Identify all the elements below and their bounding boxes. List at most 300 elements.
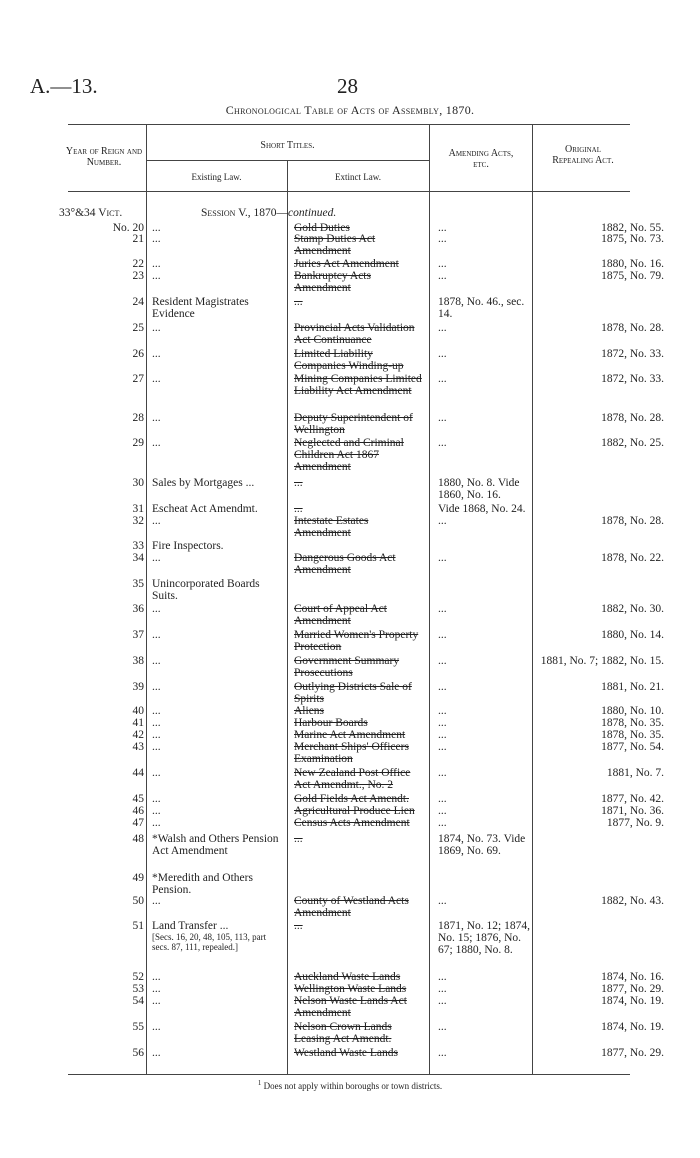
existing-law-cell	[152, 552, 282, 564]
extinct-law-cell	[294, 348, 424, 372]
act-number-cell	[62, 296, 144, 308]
act-number-text: 43	[132, 741, 144, 753]
act-number-text: 29	[132, 437, 144, 449]
act-number-cell	[62, 995, 144, 1007]
existing-law-text: ...	[152, 729, 161, 741]
existing-law-cell	[152, 578, 282, 602]
act-number-text: 34	[132, 552, 144, 564]
repealing-act-cell	[537, 603, 664, 615]
page-id: A.—13.	[30, 74, 98, 98]
existing-law-cell	[152, 503, 282, 515]
repealing-act-cell	[537, 729, 664, 741]
existing-law-cell	[152, 1021, 282, 1033]
extinct-law-cell	[294, 296, 424, 308]
extinct-law-text: Court of Appeal Act Amendment	[294, 603, 387, 627]
table-title: Chronological Table of Acts of Assembly, 1870.	[225, 103, 475, 117]
amending-acts-text: 1871, No. 12; 1874, No. 15; 1876, No. 67; 1880, No. 8.	[438, 920, 530, 956]
extinct-law-text: Intestate Estates Amendment	[294, 515, 369, 539]
repealing-act-text: 1882, No. 55.	[601, 222, 664, 234]
extinct-law-cell	[294, 270, 424, 294]
existing-law-cell	[152, 477, 282, 489]
repealing-act-text: 1878, No. 35.	[601, 717, 664, 729]
existing-law-text: ...	[152, 515, 161, 527]
extinct-law-cell	[294, 729, 424, 741]
repealing-act-text: 1872, No. 33.	[601, 373, 664, 385]
existing-law-text: Fire Inspectors.	[152, 540, 224, 552]
act-number-cell	[62, 603, 144, 615]
amending-acts-text: ...	[438, 603, 447, 615]
repealing-act-text: 1880, No. 14.	[601, 629, 664, 641]
extinct-law-text: Marine Act Amendment	[294, 729, 406, 741]
act-number-cell	[62, 895, 144, 907]
repealing-act-text: 1877, No. 29.	[601, 1047, 664, 1059]
amending-acts-cell	[438, 655, 533, 667]
act-number-cell	[62, 971, 144, 983]
extinct-law-text: ...	[294, 920, 303, 932]
session-heading	[201, 207, 336, 219]
act-number-text: 54	[132, 995, 144, 1007]
act-number-text: 44	[132, 767, 144, 779]
extinct-law-cell	[294, 373, 424, 397]
existing-law-cell	[152, 729, 282, 741]
header-bottom-rule	[68, 191, 630, 192]
extinct-law-text: Government Summary Prosecutions	[294, 655, 400, 679]
existing-law-text: ...	[152, 373, 161, 385]
amending-acts-text: ...	[438, 681, 447, 693]
extinct-law-text: Aliens	[294, 705, 325, 717]
extinct-law-cell	[294, 817, 424, 829]
amending-acts-cell	[438, 629, 533, 641]
repealing-act-text: 1881, No. 21.	[601, 681, 664, 693]
amending-acts-text: ...	[438, 322, 447, 334]
extinct-law-text: Gold Duties	[294, 222, 350, 234]
repealing-act-cell	[537, 1021, 664, 1033]
existing-law-cell	[152, 629, 282, 641]
amending-acts-text: ...	[438, 817, 447, 829]
extinct-law-text: Wellington Waste Lands	[294, 983, 407, 995]
extinct-law-cell	[294, 805, 424, 817]
act-number-cell	[62, 437, 144, 449]
repealing-act-text: 1882, No. 25.	[601, 437, 664, 449]
session-continued: continued.	[288, 207, 337, 219]
act-number-cell	[62, 920, 144, 932]
repealing-act-cell	[537, 515, 664, 527]
act-number-cell	[62, 817, 144, 829]
extinct-law-text: ...	[294, 477, 303, 489]
act-number-text: 36	[132, 603, 144, 615]
amending-acts-text: ...	[438, 971, 447, 983]
existing-law-note: [Secs. 16, 20, 48, 105, 113, part secs. 87, 111, repealed.]	[152, 932, 267, 952]
repealing-act-cell	[537, 552, 664, 564]
extinct-law-cell	[294, 515, 424, 539]
act-number-text: 52	[132, 971, 144, 983]
act-number-cell	[62, 983, 144, 995]
amending-acts-cell	[438, 729, 533, 741]
repealing-act-cell	[537, 270, 664, 282]
extinct-law-cell	[294, 655, 424, 679]
act-number-cell	[62, 1047, 144, 1059]
extinct-law-text: Deputy Superintendent of Wellington	[294, 412, 413, 436]
amending-acts-text: Vide 1868, No. 24.	[438, 503, 526, 515]
act-number-cell	[62, 705, 144, 717]
extinct-law-cell	[294, 1047, 424, 1059]
column-divider	[287, 160, 288, 1074]
repealing-act-text: 1880, No. 16.	[601, 258, 664, 270]
amending-acts-cell	[438, 817, 533, 829]
reign-label: 33°&34 Vict.	[59, 207, 123, 219]
amending-acts-cell	[438, 793, 533, 805]
amending-acts-text: ...	[438, 741, 447, 753]
act-number-cell	[62, 477, 144, 489]
existing-law-cell	[152, 895, 282, 907]
repealing-act-text: 1877, No. 54.	[601, 741, 664, 753]
act-number-cell	[62, 233, 144, 245]
extinct-law-cell	[294, 603, 424, 627]
existing-law-text: ...	[152, 995, 161, 1007]
extinct-law-cell	[294, 983, 424, 995]
existing-law-text: ...	[152, 258, 161, 270]
act-number-text: 41	[132, 717, 144, 729]
act-number-text: 31	[132, 503, 144, 515]
repealing-act-text: 1878, No. 35.	[601, 729, 664, 741]
repealing-act-cell	[537, 805, 664, 817]
extinct-law-cell	[294, 1021, 424, 1045]
repealing-act-text: 1878, No. 28.	[601, 515, 664, 527]
amending-acts-cell	[438, 983, 533, 995]
repealing-act-cell	[537, 767, 664, 779]
extinct-law-text: New Zealand Post Office Act Amendmt., No. 2	[294, 767, 411, 791]
existing-law-text: ...	[152, 222, 161, 234]
existing-law-text: ...	[152, 895, 161, 907]
existing-law-cell	[152, 767, 282, 779]
act-number-text: 45	[132, 793, 144, 805]
act-number-text: 21	[132, 233, 144, 245]
existing-law-text: ...	[152, 681, 161, 693]
existing-law-text: ...	[152, 741, 161, 753]
amending-acts-text: ...	[438, 717, 447, 729]
act-number-cell	[62, 629, 144, 641]
existing-law-text: Sales by Mortgages ...	[152, 477, 255, 489]
extinct-law-cell	[294, 741, 424, 765]
repealing-act-text: 1874, No. 16.	[601, 971, 664, 983]
act-number-cell	[62, 681, 144, 693]
existing-law-cell	[152, 983, 282, 995]
act-number-cell	[62, 805, 144, 817]
existing-law-cell	[152, 995, 282, 1007]
amending-acts-cell	[438, 705, 533, 717]
amending-acts-cell	[438, 741, 533, 753]
existing-law-text: Escheat Act Amendmt.	[152, 503, 258, 515]
amending-acts-text: ...	[438, 552, 447, 564]
amending-acts-cell	[438, 833, 533, 857]
repealing-act-cell	[537, 629, 664, 641]
act-number-text: 24	[132, 296, 144, 308]
amending-acts-cell	[438, 995, 533, 1007]
act-number-cell	[62, 373, 144, 385]
repealing-act-cell	[537, 741, 664, 753]
existing-law-text: ...	[152, 552, 161, 564]
act-number-text: 56	[132, 1047, 144, 1059]
repealing-act-text: 1881, No. 7; 1882, No. 15.	[540, 655, 664, 667]
existing-law-cell	[152, 348, 282, 360]
act-number-cell	[62, 540, 144, 552]
extinct-law-cell	[294, 793, 424, 805]
extinct-law-cell	[294, 412, 424, 436]
session-label: Session V., 1870—	[201, 207, 289, 219]
amending-acts-cell	[438, 920, 533, 956]
amending-acts-cell	[438, 322, 533, 334]
existing-law-text: ...	[152, 805, 161, 817]
extinct-law-text: Neglected and Criminal Children Act 1867 Amendment	[294, 437, 404, 473]
extinct-law-cell	[294, 920, 424, 932]
act-number-text: 55	[132, 1021, 144, 1033]
amending-acts-text: ...	[438, 222, 447, 234]
repealing-act-cell	[537, 983, 664, 995]
amending-acts-text: ...	[438, 895, 447, 907]
act-number-cell	[62, 258, 144, 270]
amending-acts-text: ...	[438, 515, 447, 527]
amending-acts-cell	[438, 681, 533, 693]
act-number-text: 50	[132, 895, 144, 907]
act-number-text: 47	[132, 817, 144, 829]
existing-law-text: ...	[152, 322, 161, 334]
repealing-act-cell	[537, 655, 664, 667]
column-divider	[146, 124, 147, 1074]
amending-acts-cell	[438, 1047, 533, 1059]
act-number-text: 42	[132, 729, 144, 741]
repealing-act-text: 1878, No. 28.	[601, 412, 664, 424]
extinct-law-text: Dangerous Goods Act Amendment	[294, 552, 396, 576]
repealing-act-text: 1871, No. 36.	[601, 805, 664, 817]
amending-acts-text: 1880, No. 8. Vide 1860, No. 16.	[438, 477, 520, 501]
extinct-law-cell	[294, 833, 424, 845]
extinct-law-cell	[294, 995, 424, 1019]
extinct-law-cell	[294, 258, 424, 270]
extinct-law-cell	[294, 705, 424, 717]
existing-law-cell	[152, 833, 282, 857]
amending-acts-cell	[438, 348, 533, 360]
existing-law-text: ...	[152, 971, 161, 983]
amending-acts-text: ...	[438, 373, 447, 385]
act-number-cell	[62, 503, 144, 515]
extinct-law-cell	[294, 552, 424, 576]
amending-acts-header: Amending Acts, etc.	[448, 148, 514, 170]
extinct-law-text: Provincial Acts Validation Act Continuance	[294, 322, 415, 346]
existing-law-cell	[152, 515, 282, 527]
amending-acts-text: 1878, No. 46., sec. 14.	[438, 296, 525, 320]
act-number-text: 40	[132, 705, 144, 717]
existing-law-cell	[152, 258, 282, 270]
extinct-law-text: Harbour Boards	[294, 717, 368, 729]
amending-acts-text: ...	[438, 767, 447, 779]
amending-acts-cell	[438, 258, 533, 270]
existing-law-cell	[152, 270, 282, 282]
extinct-law-text: Mining Companies Limited Liability Act Amendment	[294, 373, 422, 397]
existing-law-cell	[152, 437, 282, 449]
act-number-cell	[62, 578, 144, 590]
extinct-law-text: ...	[294, 503, 303, 515]
repealing-act-text: 1877, No. 42.	[601, 793, 664, 805]
amending-acts-text: ...	[438, 437, 447, 449]
repealing-act-cell	[537, 793, 664, 805]
act-number-cell	[62, 270, 144, 282]
existing-law-text: ...	[152, 717, 161, 729]
amending-acts-text: ...	[438, 705, 447, 717]
existing-law-cell	[152, 296, 282, 320]
existing-law-text: ...	[152, 1021, 161, 1033]
amending-acts-text: ...	[438, 793, 447, 805]
amending-acts-text: ...	[438, 805, 447, 817]
repealing-act-cell	[537, 322, 664, 334]
repealing-act-cell	[537, 705, 664, 717]
extinct-law-cell	[294, 503, 424, 515]
act-number-text: 53	[132, 983, 144, 995]
act-number-text: 27	[132, 373, 144, 385]
act-number-cell	[62, 872, 144, 884]
act-number-text: 25	[132, 322, 144, 334]
amending-acts-cell	[438, 971, 533, 983]
amending-acts-text: ...	[438, 270, 447, 282]
existing-law-cell	[152, 805, 282, 817]
existing-law-cell	[152, 817, 282, 829]
extinct-law-text: Agricultural Produce Lien	[294, 805, 415, 817]
amending-acts-text: ...	[438, 729, 447, 741]
amending-acts-text: ...	[438, 412, 447, 424]
repealing-act-cell	[537, 817, 664, 829]
repealing-act-text: 1877, No. 9.	[606, 817, 664, 829]
extinct-law-text: Gold Fields Act Amendt.	[294, 793, 409, 805]
act-number-text: 38	[132, 655, 144, 667]
repealing-act-text: 1872, No. 33.	[601, 348, 664, 360]
act-number-cell	[62, 767, 144, 779]
repealing-act-header: Original Repealing Act.	[552, 144, 614, 166]
existing-law-text: ...	[152, 437, 161, 449]
act-number-text: 33	[132, 540, 144, 552]
existing-law-text: ...	[152, 233, 161, 245]
footnote-text: Does not apply within boroughs or town districts.	[263, 1081, 443, 1091]
existing-law-text: ...	[152, 1047, 161, 1059]
amending-acts-cell	[438, 477, 533, 501]
extinct-law-text: Juries Act Amendment	[294, 258, 399, 270]
repealing-act-cell	[537, 1047, 664, 1059]
act-number-text: No. 20	[112, 222, 144, 234]
amending-acts-cell	[438, 552, 533, 564]
amending-acts-cell	[438, 412, 533, 424]
year-column-header: Year of Reign and Number.	[65, 146, 143, 168]
act-number-text: 37	[132, 629, 144, 641]
repealing-act-text: 1878, No. 22.	[601, 552, 664, 564]
repealing-act-text: 1875, No. 73.	[601, 233, 664, 245]
act-number-text: 48	[132, 833, 144, 845]
repealing-act-cell	[537, 373, 664, 385]
existing-law-cell	[152, 793, 282, 805]
act-number-cell	[62, 741, 144, 753]
existing-law-cell	[152, 540, 282, 552]
header-top-rule	[68, 124, 630, 125]
amending-acts-text: ...	[438, 995, 447, 1007]
amending-acts-cell	[438, 437, 533, 449]
extinct-law-cell	[294, 767, 424, 791]
amending-acts-text: ...	[438, 655, 447, 667]
act-number-text: 28	[132, 412, 144, 424]
table-bottom-rule	[68, 1074, 630, 1075]
existing-law-header: Existing Law.	[191, 172, 242, 182]
act-number-cell	[62, 322, 144, 334]
extinct-law-text: Westland Waste Lands	[294, 1047, 398, 1059]
existing-law-cell	[152, 412, 282, 424]
extinct-law-cell	[294, 437, 424, 473]
existing-law-text: ...	[152, 705, 161, 717]
act-number-text: 32	[132, 515, 144, 527]
amending-acts-cell	[438, 296, 533, 320]
existing-law-text: ...	[152, 793, 161, 805]
existing-law-text: ...	[152, 817, 161, 829]
existing-law-cell	[152, 603, 282, 615]
extinct-law-cell	[294, 477, 424, 489]
existing-law-text: Resident Magistrates Evidence	[152, 296, 249, 320]
existing-law-cell	[152, 920, 282, 952]
amending-acts-cell	[438, 1021, 533, 1033]
amending-acts-cell	[438, 717, 533, 729]
amending-acts-cell	[438, 895, 533, 907]
extinct-law-text: Auckland Waste Lands	[294, 971, 401, 983]
act-number-text: 35	[132, 578, 144, 590]
existing-law-text: ...	[152, 348, 161, 360]
existing-law-text: ...	[152, 629, 161, 641]
existing-law-cell	[152, 717, 282, 729]
act-number-cell	[62, 833, 144, 845]
amending-acts-text: ...	[438, 629, 447, 641]
amending-acts-cell	[438, 233, 533, 245]
extinct-law-cell	[294, 629, 424, 653]
extinct-law-text: Nelson Crown Lands Leasing Act Amendt.	[294, 1021, 392, 1045]
repealing-act-cell	[537, 717, 664, 729]
existing-law-text: *Meredith and Others Pension.	[152, 872, 253, 896]
extinct-law-text: Limited Liability Companies Winding-up	[294, 348, 404, 372]
amending-acts-text: ...	[438, 983, 447, 995]
act-number-cell	[62, 655, 144, 667]
act-number-text: 46	[132, 805, 144, 817]
act-number-text: 23	[132, 270, 144, 282]
extinct-law-text: Bankruptcy Acts Amendment	[294, 270, 371, 294]
existing-law-text: Unincorporated Boards Suits.	[152, 578, 260, 602]
existing-law-text: *Walsh and Others Pension Act Amendment	[152, 833, 279, 857]
footnote	[0, 1079, 700, 1091]
act-number-cell	[62, 793, 144, 805]
extinct-law-text: Nelson Waste Lands Act Amendment	[294, 995, 407, 1019]
amending-acts-cell	[438, 805, 533, 817]
repealing-act-cell	[537, 895, 664, 907]
existing-law-text: ...	[152, 983, 161, 995]
amending-acts-text: ...	[438, 233, 447, 245]
existing-law-text: ...	[152, 412, 161, 424]
repealing-act-cell	[537, 437, 664, 449]
column-divider	[429, 124, 430, 1074]
existing-law-cell	[152, 681, 282, 693]
existing-law-cell	[152, 705, 282, 717]
act-number-text: 30	[132, 477, 144, 489]
repealing-act-cell	[537, 995, 664, 1007]
extinct-law-cell	[294, 971, 424, 983]
extinct-law-header: Extinct Law.	[335, 172, 381, 182]
amending-acts-cell	[438, 373, 533, 385]
amending-acts-cell	[438, 515, 533, 527]
extinct-law-text: Census Acts Amendment	[294, 817, 410, 829]
repealing-act-text: 1878, No. 28.	[601, 322, 664, 334]
existing-law-text: ...	[152, 270, 161, 282]
short-titles-header: Short Titles.	[260, 140, 315, 151]
extinct-law-cell	[294, 895, 424, 919]
